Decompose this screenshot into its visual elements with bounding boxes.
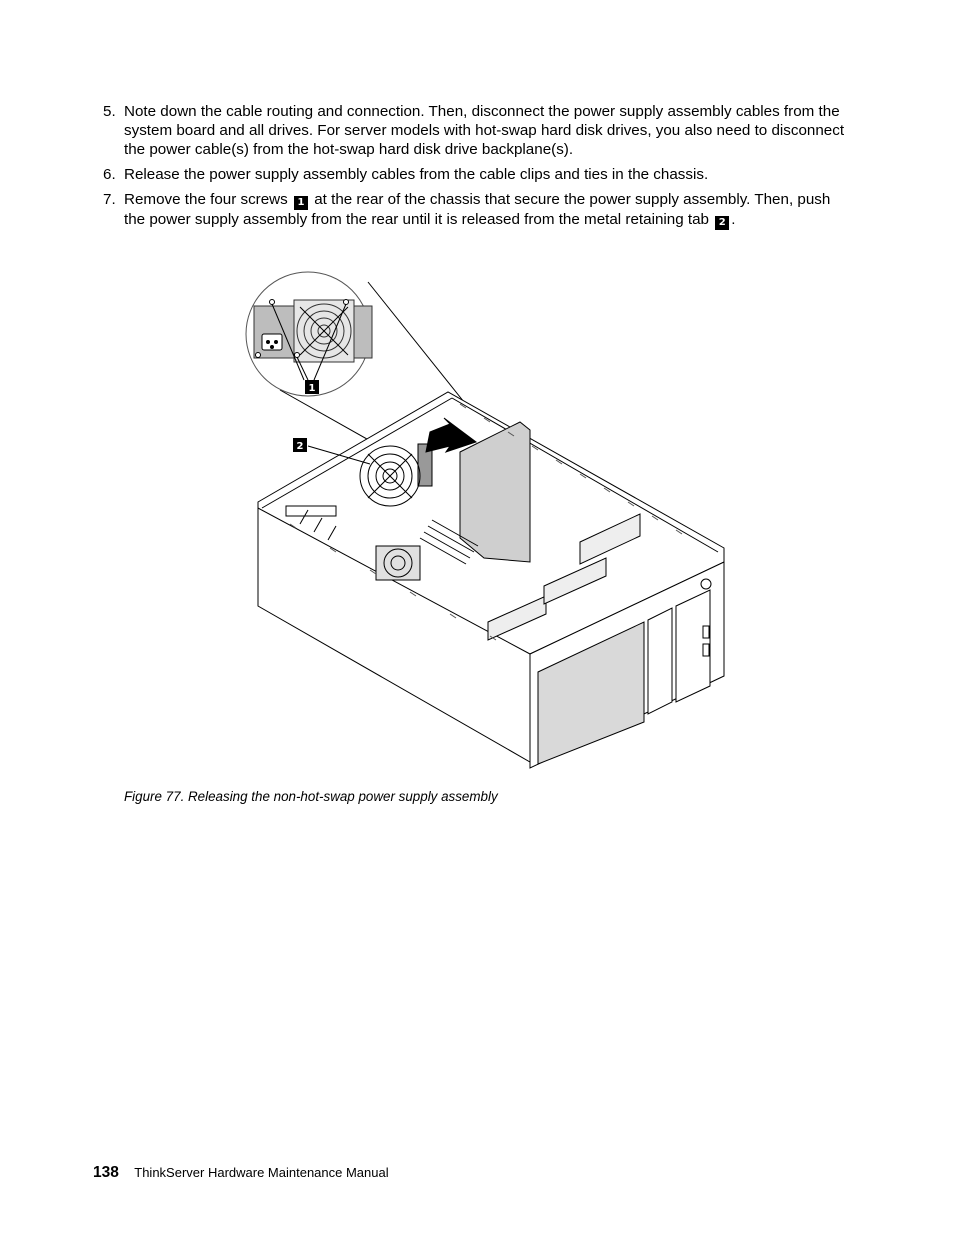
optical-drive-bay [648,608,672,714]
callout-2-label: 2 [296,441,304,452]
step-text-part3: . [731,211,736,228]
callout-1-label: 1 [308,383,316,394]
step-text-part1: Remove the four screws [124,191,288,208]
step-text: Release the power supply assembly cables from the cable clips and ties in the chassis. [124,166,709,183]
callout-1-marker [305,380,319,394]
page-number: 138 [93,1164,119,1181]
figure-caption: Figure 77. Releasing the non-hot-swap power supply assembly [124,789,498,804]
processor-fan [376,546,420,580]
front-panel-io [676,590,710,702]
callout-badge-1: 1 [294,196,308,210]
psu-rear-detail [254,300,372,381]
power-supply-illustration [240,262,730,770]
page-footer [93,1164,389,1182]
callout-badge-2: 2 [715,216,729,230]
server-chassis-drawing [240,262,730,770]
step-7 [103,190,853,230]
instruction-steps [103,102,853,236]
step-number: 5. [103,103,116,120]
step-number: 6. [103,166,116,183]
step-text-part2: at the rear of the chassis that secure the power supply assembly. Then, push the power supply assembly from the rear until it is released from the metal retaining tab [124,191,831,228]
step-number: 7. [103,191,116,208]
zoom-line [368,282,472,412]
manual-title: ThinkServer Hardware Maintenance Manual [134,1165,389,1180]
callout-2-marker [293,438,307,452]
step-6 [103,165,853,184]
step-5 [103,102,853,159]
step-text: Note down the cable routing and connection. Then, disconnect the power supply assembly cables from the system board and all drives. For server models with hot-swap hard disk drives, you also need to disconnect the power cable(s) from the hot-swap hard disk drive backplane(s). [124,103,845,158]
